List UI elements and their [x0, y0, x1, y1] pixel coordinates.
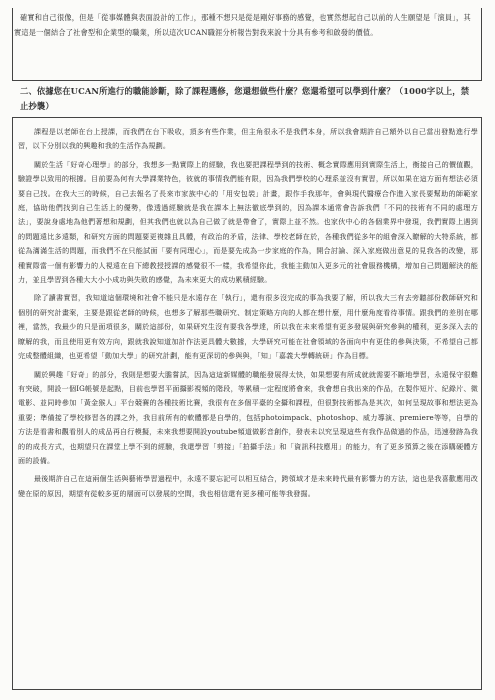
- essay-paragraph: 課程是以老師在台上授課，而我們在台下吸收，頂多有些作業，但主角很永不是我們本身，所以我會期許自己額外以自己當出發點進行學習，以下分別以我的興趣和我的生活作為規劃。: [18, 127, 478, 151]
- question-text: 二、依據您在UCAN所進行的職能診斷，除了課程選修，您還想做些什麼？您還希望可以學到什麼？（1000字以上，禁止抄襲）: [20, 86, 470, 111]
- essay-paragraph: 關於興趣「好奇」的部分，我則是想要大膽嘗試，因為這這新媒體的職能發展得太快，如果想要有所成就就需要不斷地學習，永遠保守很難有突破，開設一個IG帳號是起點，目前也學習平面攝影視頻的階段，等累積一定程度將會來，我會想自我出來的作品，在製作短片、紀錄片、微電影、並同時參加「黃金猴人」平台競賽的各種技術比賽，我很有在多個平臺的全攝和課程，但很對技術都為是其次，如何呈現故事和想法更為重要；準備接了學校修習各的課之外，我目前所有的軟體都是自學的，包括photoimpack、photoshop、威力導演、premiere等等，自學的方法是看書和觀看別人的成品再自行模擬，未來我想要開設youtube頻道做影音創作，發表未以究呈現這些有我作品做過的作品，迅速發跡為我的的成長方式，也期望只在課堂上學不到的經驗，我還學習「剪接」「拍攝手法」和「資訊科技應用」的能力，有了更多預算之後在添購硬體方面的設備。: [18, 369, 478, 465]
- essay-paragraph: 最後期許自己在這兩個生活與藝術學習過程中，永遠不要忘記可以相互結合，跨領域才是未來時代最有影響力的方法，這也是我喜歡應用改變在原的原因，期望有從較多更的層面可以發展的空間，我也相信還有更多種可能等我發掘。: [18, 474, 478, 498]
- essay-paragraph: 除了讀書實習，我知道這個環境和社會不能只是水遠存在「執行」，還有很多沒完成的事為我要了解，所以我大三有去旁聽部份教師研究和個別的研究計畫案，主要是跟從老師的時候，也想多了解那些職研究、制定策略方向的人都在想什麼，用什麼角度看待事情。跟我們的差別在哪裡，當然，我最少的只是面項很多，關於這部份，如果研究生沒有要我各學達，所以我在未來希望有更多發展與研究參與的權利，更多深入去的瞭解的我，而且使用更有效方向，跟就我說知道加計作法更具體大數據，大學研究可能在社會領域的各面向中有更佳的參與決策，不希望自己都完成整體組織，也更希望「動加大學」的研究計劃，能有更深切的參與與，「知」「嘉義大學轉統研」作為目標。: [18, 293, 478, 361]
- intro-section: [14, 10, 478, 80]
- essay-body: [18, 125, 478, 685]
- essay-paragraph: 關於生活「好奇心理學」的部分，我想多一點實際上的經驗，我也要把課程學到的技術、概念實際應用到實際生活上，衡接自己的價值觀，驗證學以致用的根據。目前要為何有大學課業特色，彼就的事情我們能有限，因為我們學校的心理系並沒有實習，所以如果在這方面有想法必須要自己找。在我大三的時候，自己去報名了長來市家族中心的「用安包裝」計畫，跟作手我那年，會與現代醫療合作進入家長要幫助的師範家庭，協助他們找到自己生活上的優勢，像透過經驗就是我在課本上無法徹底學到的，因為課本通常會告訴我們「不同的技術有不同的處理方法」，要說身處地為他們著想和規劃，但其我們也就以為自己做了就是帶會了，實際上並不然。也家伙中心的各個業界中發現，我們實際上遇到的問題遠比多遠類，和研究方面的問題要更複雜且具體，有政治的矛盾，法律、學校老師在於，各種我們從多年的組會深入瞭解的大特系統，都從為滿滿生活的問題，而我們不在只能試面「要有同理心」，而是要先成為一步家庭的作為，開合討論、深入家庭做出意見的見我各的改變，那種實際當一個有影響力的人視遠在自下總教授授課的感覺很不一樣，我希望你此，我能主動加入更多元的社會服務機構，增加自己問題解決的能力，並且學習到各種大大小小成功與失敗的感覺，為未來更大的成功累積經驗。: [18, 159, 478, 285]
- question-box: [12, 80, 482, 118]
- intro-paragraph: 確實和自己很像，但是「從事媒體與表面設計的工作」，那種不想只是從是剛好事務的感覺，也實然想起自己以前的人生願望是「演員」，其實這是一個結合了社會型和企業型的職業，所以這次UCAN職涯分析報告對我來說十分具有參考和啟發的價值。: [14, 13, 471, 37]
